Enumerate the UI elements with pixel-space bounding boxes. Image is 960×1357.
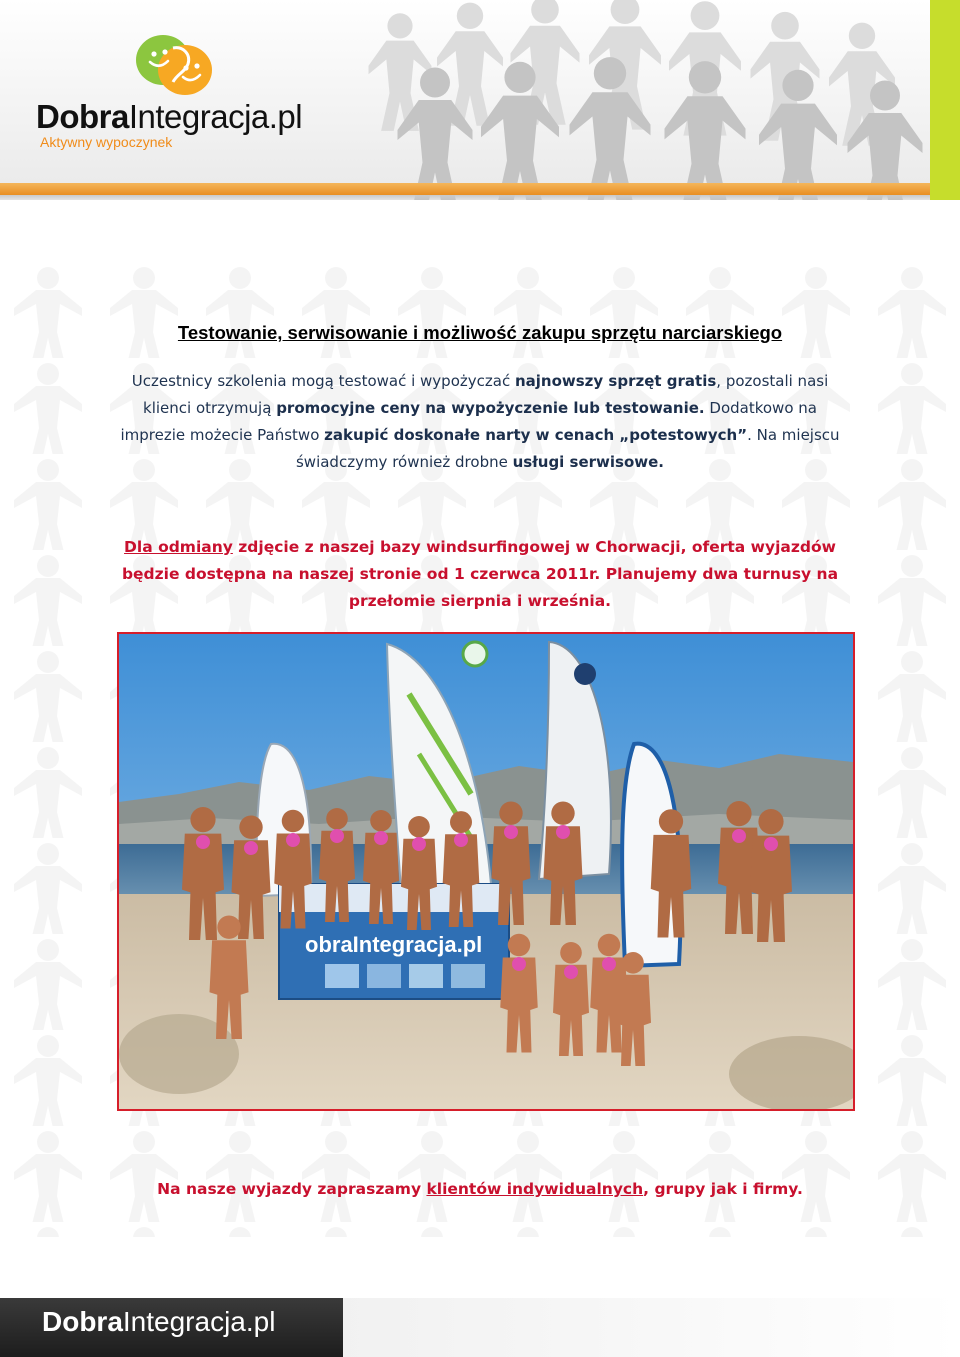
text-run: . Na miejscu świadczymy również drobne [295, 426, 840, 471]
windsurfing-group-photo [117, 632, 855, 1111]
text-run: , grupy jak i firmy. [643, 1180, 803, 1198]
windsurfing-paragraph [100, 534, 860, 615]
text-run: Uczestnicy szkolenia mogą testować i wypożyczać [131, 372, 515, 390]
header-green-stripe [930, 0, 960, 200]
bold-text: najnowszy sprzęt gratis [514, 372, 717, 390]
closing-invitation [0, 1180, 960, 1198]
smiley-logo-icon [133, 30, 215, 100]
footer-logo-wordmark[interactable] [42, 1306, 275, 1338]
equipment-paragraph [110, 368, 850, 476]
logo-regular-part: Integracja.pl [128, 98, 303, 135]
underlined-text: klientów indywidualnych [426, 1180, 644, 1198]
logo-bold-part: Dobra [36, 98, 129, 135]
text-run: zdjęcie z naszej bazy windsurfingowej w Chorwacji, oferta wyjazdów będzie dostępna na naszej stronie od 1 czerwca 2011r. Planujemy dwa turnusy na przełomie sierpnia i września. [121, 538, 839, 610]
logo-tagline: Aktywny wypoczynek [40, 134, 173, 150]
footer-logo-panel [0, 1298, 343, 1357]
banner-logo-text: obraIntegracja.pl [305, 932, 483, 957]
bold-text: promocyjne ceny na wypożyczenie lub testowanie. [276, 399, 705, 417]
footer-logo-regular-part: Integracja.pl [122, 1306, 276, 1337]
header-shadow [0, 195, 930, 200]
text-run: Na nasze wyjazdy zapraszamy [157, 1180, 427, 1198]
text-run: , pozostali nasi klienci otrzymują [143, 372, 829, 417]
page-footer [0, 1298, 960, 1357]
paper-people-chain-graphic [340, 0, 930, 200]
text-run: Dodatkowo na imprezie możecie Państwo [120, 399, 817, 444]
bold-text: usługi serwisowe. [512, 453, 665, 471]
header-orange-bar [0, 183, 930, 195]
header-logo-wordmark[interactable] [36, 98, 302, 136]
footer-logo-bold-part: Dobra [42, 1306, 123, 1337]
bold-text: zakupić doskonałe narty w cenach „potestowych” [324, 426, 748, 444]
section-heading: Testowanie, serwisowanie i możliwość zakupu sprzętu narciarskiego [177, 322, 783, 343]
underlined-text: Dla odmiany [124, 538, 233, 556]
page-header [0, 0, 960, 200]
